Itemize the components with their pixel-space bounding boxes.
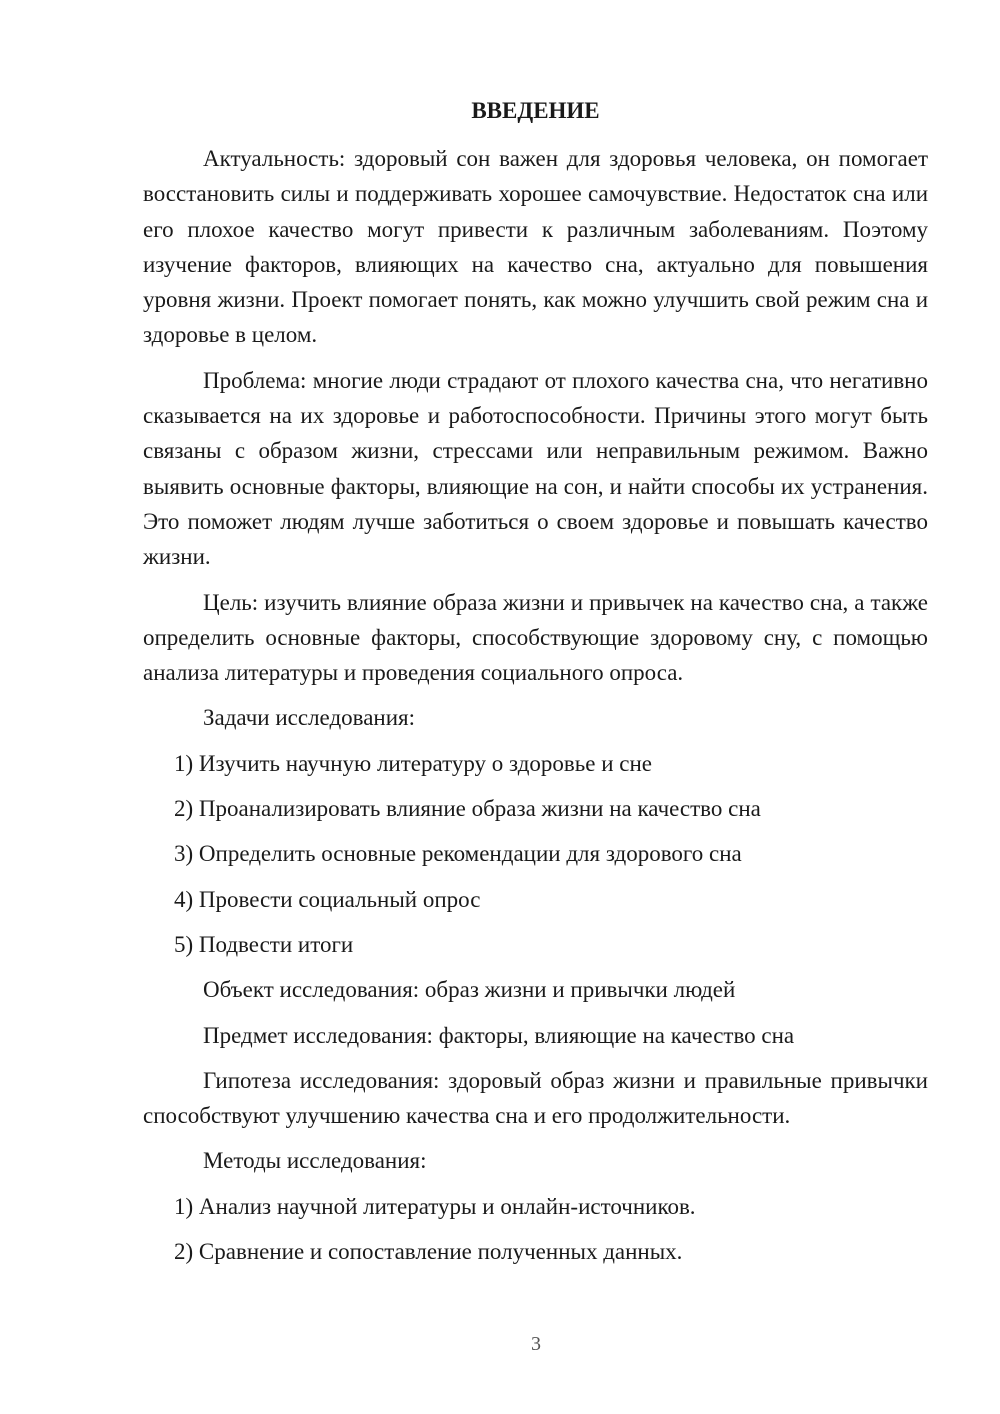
page-number: 3 — [531, 1333, 541, 1355]
document-body — [143, 141, 928, 1269]
task-item: 5) Подвести итоги — [174, 931, 354, 957]
methods-heading: Методы исследования: — [203, 1148, 427, 1174]
tasks-heading: Задачи исследования: — [203, 705, 416, 731]
page-title: ВВЕДЕНИЕ — [471, 98, 600, 123]
task-item: 3) Определить основные рекомендации для здорового сна — [174, 841, 742, 867]
method-item: 2) Сравнение и сопоставление полученных данных. — [174, 1239, 683, 1265]
problem-paragraph: Проблема: многие люди страдают от плохого качества сна, что негативно сказывается на их здоровье и работоспособности. Причины этого могут быть связаны с образом жизни, стрессами или неправильным режимом. Важно выявить основные факторы, влияющие на сон, и найти способы их устранения. Это поможет людям лучше заботиться о своем здоровье и повышать качество жизни. — [143, 367, 928, 570]
object-line: Объект исследования: образ жизни и привычки людей — [203, 977, 736, 1003]
subject-line: Предмет исследования: факторы, влияющие на качество сна — [203, 1022, 795, 1048]
task-item: 4) Провести социальный опрос — [174, 886, 481, 912]
method-item: 1) Анализ научной литературы и онлайн-источников. — [174, 1193, 696, 1219]
hypothesis-paragraph: Гипотеза исследования: здоровый образ жизни и правильные привычки способствуют улучшению качества сна и его продолжительности. — [143, 1067, 928, 1129]
task-item: 2) Проанализировать влияние образа жизни на качество сна — [174, 796, 761, 822]
task-item: 1) Изучить научную литературу о здоровье и сне — [174, 750, 653, 776]
relevance-paragraph: Актуальность: здоровый сон важен для здоровья человека, он помогает восстановить силы и поддерживать хорошее самочувствие. Недостаток сна или его плохое качество могут привести к различным заболеваниям. Поэтому изучение факторов, влияющих на качество сна, актуально для повышения уровня жизни. Проект помогает понять, как можно улучшить свой режим сна и здоровье в целом. — [143, 146, 928, 348]
goal-paragraph: Цель: изучить влияние образа жизни и привычек на качество сна, а также определить основные факторы, способствующие здоровому сну, с помощью анализа литературы и проведения социального опроса. — [143, 589, 928, 686]
